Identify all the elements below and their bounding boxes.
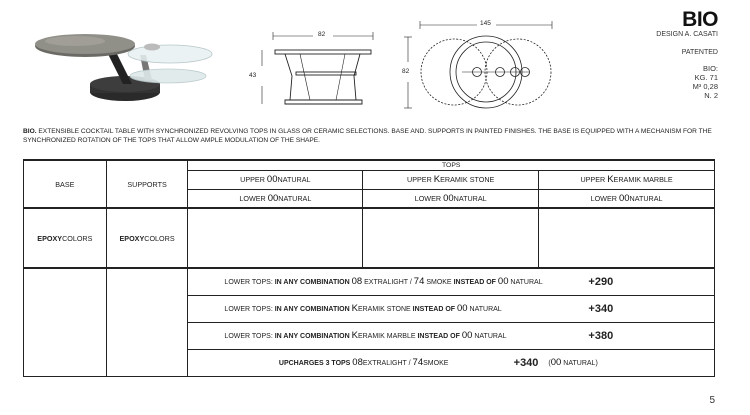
product-illustrations — [0, 0, 750, 118]
tops-upper-2: UPPER KERAMIK STONE — [363, 170, 539, 189]
specs-list — [656, 64, 718, 100]
spec-line: N. 2 — [704, 91, 718, 100]
product-photo — [35, 34, 212, 101]
upcharge-row: UPCHARGES 3 TOPS 08EXTRALIGHT / 74SMOKE +340 (00 NATURAL) — [188, 349, 715, 376]
base-option: EPOXYCOLORS — [24, 208, 107, 268]
price-cell-2 — [363, 208, 539, 268]
designer-credit: DESIGN A. CASATI — [656, 31, 718, 38]
supports-option: EPOXYCOLORS — [106, 208, 188, 268]
product-description — [23, 127, 723, 145]
side-height-dimension: 43 — [249, 72, 257, 79]
side-width-dimension: 82 — [318, 31, 326, 38]
tops-header: TOPS — [188, 160, 715, 170]
supports-header: SUPPORTS — [106, 160, 188, 208]
spec-line: KG. 71 — [694, 73, 718, 82]
surcharge-row-2: LOWER TOPS: IN ANY COMBINATION KERAMIK STONE INSTEAD OF 00 NATURAL +340 — [188, 295, 715, 322]
product-name: BIO — [682, 8, 718, 31]
patented-label: PATENTED — [681, 49, 718, 56]
top-height-dimension: 82 — [402, 68, 410, 75]
surcharge-price: +380 — [588, 329, 614, 342]
tops-lower-3: LOWER 00NATURAL — [539, 189, 715, 208]
tops-upper-1: UPPER 00NATURAL — [188, 170, 363, 189]
top-view-drawing — [404, 21, 552, 108]
tops-lower-1: LOWER 00NATURAL — [188, 189, 363, 208]
description-product: BIO. — [23, 128, 37, 135]
spec-line: BIO: — [702, 64, 718, 73]
base-header: BASE — [24, 160, 107, 208]
surcharge-spacer-supports — [106, 268, 188, 376]
tops-upper-3: UPPER KERAMIK MARBLE — [539, 170, 715, 189]
surcharge-price: +340 — [588, 302, 614, 315]
surcharge-spacer-base — [24, 268, 107, 376]
description-text: EXTENSIBLE COCKTAIL TABLE WITH SYNCHRONIZED REVOLVING TOPS IN GLASS OR CERAMIC SELECTIONS. BASE AND. SUPPORTS IN PAINTED FINISHES. THE BASE IS EQUIPPED WITH A MECHANISM FOR THE SYNCHRONIZED ROTATION OF THE TOPS THAT ALLOW AMPLE MODULATION OF THE SHAPE. — [23, 128, 712, 144]
top-width-dimension: 145 — [480, 20, 491, 27]
upcharge-note: (00 NATURAL) — [548, 357, 598, 368]
price-table — [23, 159, 715, 377]
page-number: 5 — [709, 395, 715, 406]
tops-lower-2: LOWER 00NATURAL — [363, 189, 539, 208]
surcharge-row-1: LOWER TOPS: IN ANY COMBINATION 08 EXTRALIGHT / 74 SMOKE INSTEAD OF 00 NATURAL +290 — [188, 268, 715, 295]
brand-block — [656, 10, 718, 100]
spec-line: M³ 0,28 — [692, 82, 718, 91]
upcharge-price: +340 — [513, 356, 539, 369]
side-elevation-drawing — [262, 32, 373, 104]
price-cell-1 — [188, 208, 363, 268]
surcharge-row-3: LOWER TOPS: IN ANY COMBINATION KERAMIK MARBLE INSTEAD OF 00 NATURAL +380 — [188, 322, 715, 349]
surcharge-price: +290 — [588, 275, 614, 288]
price-cell-3 — [539, 208, 715, 268]
